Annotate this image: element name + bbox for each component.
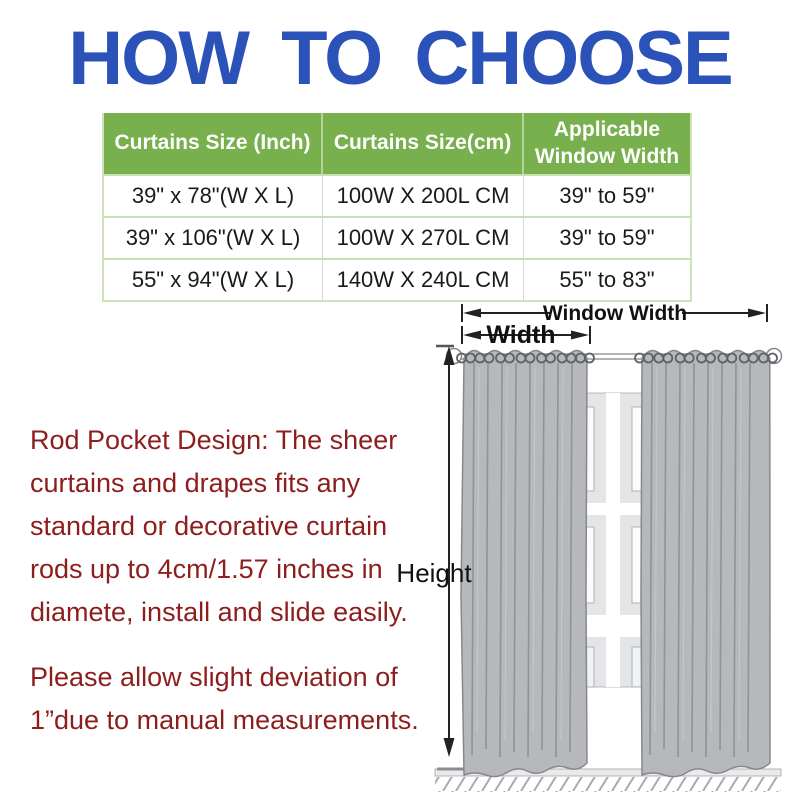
cell-window-width: 39" to 59": [524, 174, 690, 216]
curtain-size-table: [102, 113, 692, 302]
table-row: [104, 258, 690, 300]
header-curtains-size-cm: Curtains Size(cm): [323, 113, 524, 174]
page-title: HOW TO CHOOSE: [68, 16, 732, 101]
height-label: Height: [396, 558, 472, 588]
table-body: [104, 174, 690, 300]
product-notes: [30, 419, 434, 742]
note-rod-pocket: Rod Pocket Design: The sheer curtains and drapes fits any standard or decorative curtain rods up to 4cm/1.57 inches in diamete, install and slide easily.: [30, 425, 408, 627]
table-row: [104, 216, 690, 258]
width-label: Width: [486, 321, 556, 349]
cell-size-cm: 100W X 200L CM: [323, 174, 524, 216]
curtain-measurement-diagram: [390, 295, 800, 800]
height-dimension: [436, 346, 455, 757]
cell-window-width: 39" to 59": [524, 216, 690, 258]
curtain-panel-left: [461, 351, 587, 777]
note-deviation: Please allow slight deviation of 1”due to manual measurements.: [30, 662, 419, 735]
table-header-row: [104, 113, 690, 174]
table-row: [104, 174, 690, 216]
cell-size-inch: 39" x 106"(W X L): [104, 216, 323, 258]
cell-size-inch: 55" x 94"(W X L): [104, 258, 323, 300]
window-width-label: Window Width: [542, 302, 688, 325]
cell-size-cm: 140W X 240L CM: [323, 258, 524, 300]
header-applicable-window-width: Applicable Window Width: [524, 113, 690, 174]
header-curtains-size-inch: Curtains Size (Inch): [104, 113, 323, 174]
cell-size-inch: 39" x 78"(W X L): [104, 174, 323, 216]
cell-size-cm: 100W X 270L CM: [323, 216, 524, 258]
cell-window-width: 55" to 83": [524, 258, 690, 300]
curtain-panel-right: [641, 351, 770, 777]
